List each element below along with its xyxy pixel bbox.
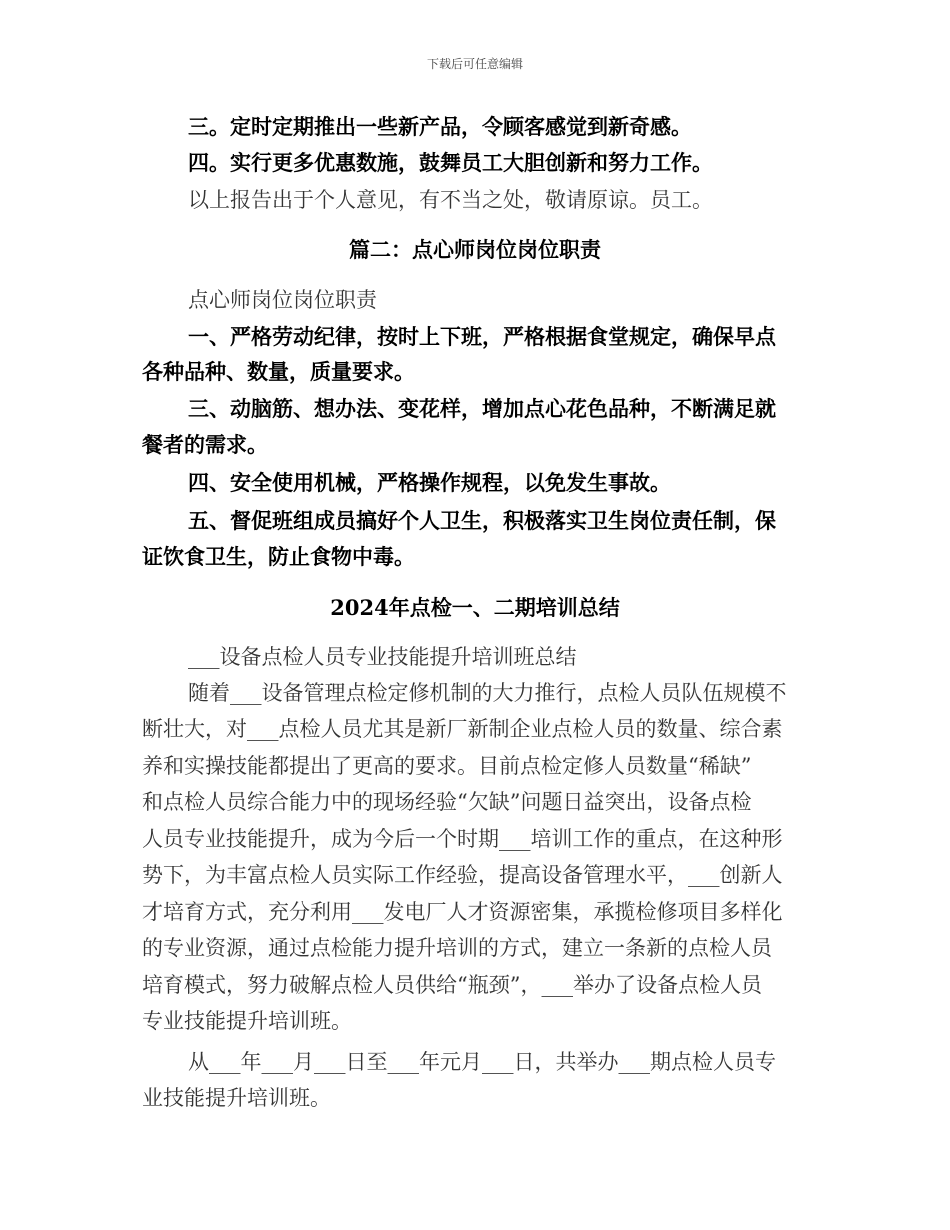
paragraph-line: 证饮食卫生，防止食物中毒。: [142, 544, 415, 569]
paragraph-line: 的专业资源，通过点检能力提升培训的方式，建立一条新的点检人员: [142, 936, 772, 960]
section-title: 篇二：点心师岗位岗位职责: [349, 237, 601, 262]
paragraph-line: 以上报告出于个人意见，有不当之处，敬请原谅。员工。: [188, 188, 713, 212]
paragraph-line: 人员专业技能提升，成为今后一个时期___培训工作的重点，在这种形: [142, 827, 783, 851]
paragraph-line: 三、动脑筋、想办法、变花样，增加点心花色品种，不断满足就: [188, 396, 776, 421]
paragraph-line: 餐者的需求。: [142, 432, 268, 457]
paragraph-line: 才培育方式，充分利用___发电厂人才资源密集，承揽检修项目多样化: [142, 900, 783, 924]
paragraph-line: 四。实行更多优惠数施，鼓舞员工大胆创新和努力工作。: [188, 150, 713, 175]
paragraph-line: 业技能提升培训班。: [142, 1086, 331, 1110]
paragraph-line: 专业技能提升培训班。: [142, 1009, 352, 1033]
paragraph-line: 培育模式，努力破解点检人员供给“瓶颈”，___举办了设备点检人员: [142, 973, 762, 997]
paragraph-line: 势下，为丰富点检人员实际工作经验，提高设备管理水平，___创新人: [142, 863, 783, 887]
paragraph-line: 一、严格劳动纪律，按时上下班，严格根据食堂规定，确保早点: [188, 324, 776, 349]
paragraph-line: 和点检人员综合能力中的现场经验“欠缺”问题日益突出，设备点检: [142, 790, 752, 814]
paragraph-line: 养和实操技能都提出了更高的要求。目前点检定修人员数量“稀缺”: [142, 754, 752, 778]
page-header: 下载后可任意编辑: [426, 57, 523, 71]
paragraph-line: 四、安全使用机械，严格操作规程，以免发生事故。: [188, 470, 671, 495]
section-title: 2024年点检一、二期培训总结: [330, 595, 620, 620]
paragraph-line: ___设备点检人员专业技能提升培训班总结: [188, 645, 577, 669]
paragraph-line: 点心师岗位岗位职责: [188, 288, 377, 312]
paragraph-line: 从___年___月___日至___年元月___日，共举办___期点检人员专: [188, 1050, 776, 1074]
paragraph-line: 五、督促班组成员搞好个人卫生，积极落实卫生岗位责任制，保: [188, 508, 776, 533]
paragraph-line: 断壮大，对___点检人员尤其是新厂新制企业点检人员的数量、综合素: [142, 717, 783, 741]
paragraph-line: 三。定时定期推出一些新产品，令顾客感觉到新奇感。: [188, 114, 692, 139]
paragraph-line: 各种品种、数量，质量要求。: [142, 359, 415, 384]
paragraph-line: 随着___设备管理点检定修机制的大力推行，点检人员队伍规模不: [188, 681, 787, 705]
